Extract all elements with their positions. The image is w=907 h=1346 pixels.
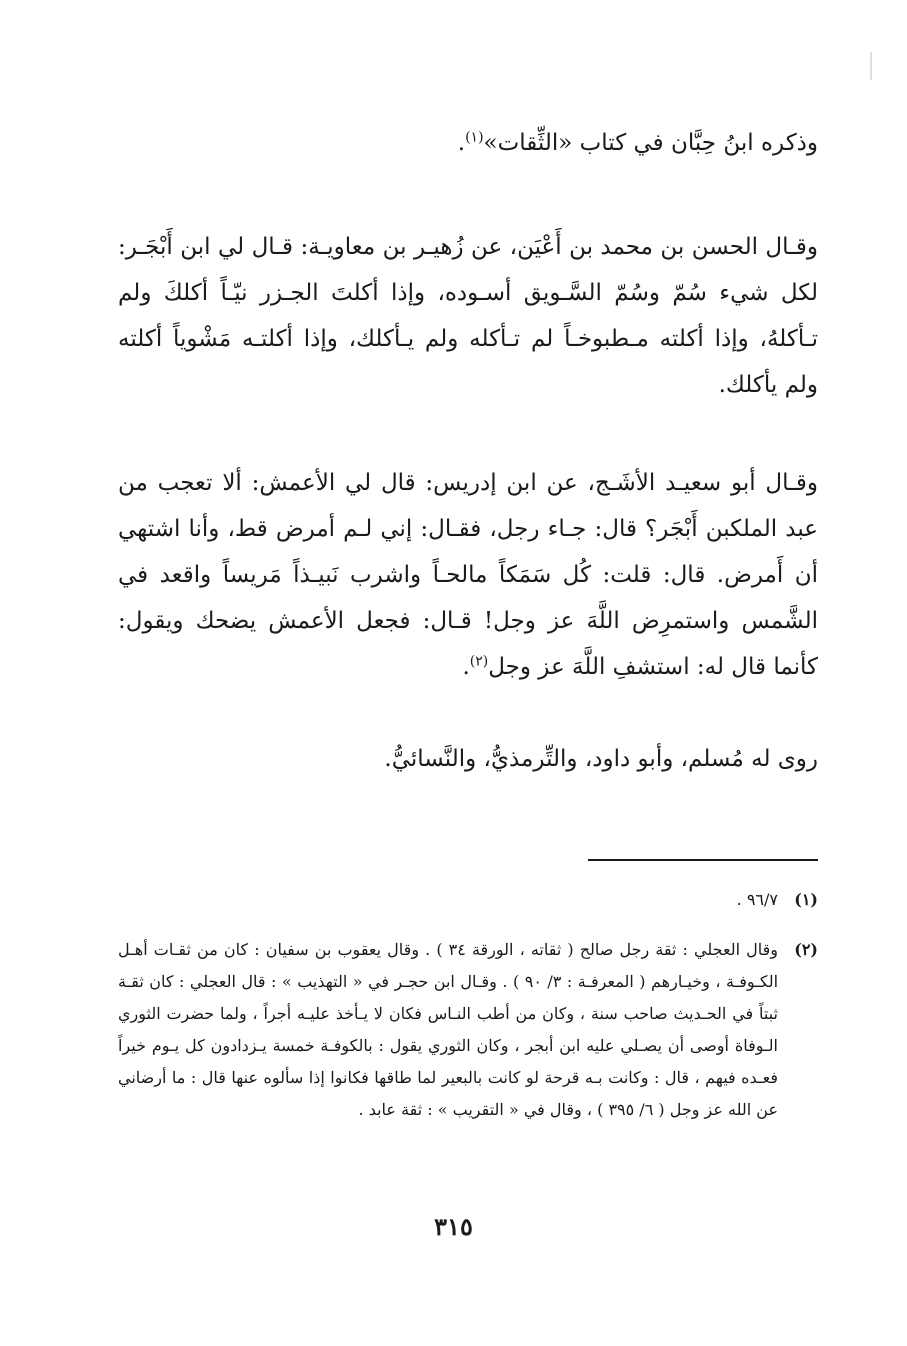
footnote-text: وقال العجلي : ثقة رجل صالح ( ثقاته ، الورقة ٣٤ ) . وقال يعقوب بن سفيان : كان من ثقـات أهـل الكـوفـة ، وخيـارهم ( المعرفـة : ٣/ ٩٠ ) . وقـال ابن حجـر في « التهذيب » : قال العجلي : كان ثقـة ثبتاً في الحـديث صاحب سنة ، وكان من أطب النـاس فكان لا يـأخذ عليـه أجراً ، ولما حضرت الثوري الـوفاة أوصى أن يصـلي عليه ابن أبجر ، وكان الثوري يقول : بالكوفـة خمسة يـزدادون كل يـوم خيراً فعـده فيهم ، قال : وكانت بـه قرحة لو كانت بالبعير لما طاقها فكانوا إذا سألوه عنها قال : ما أرضاني عن الله عز وجل ( ٦/ ٣٩٥ ) ، وقال في « التقريب » : ثقة عابد . xyxy=(118,940,779,1119)
paragraph-text: روى له مُسلم، وأبو داود، والتِّرمذيُّ، والنَّسائيُّ. xyxy=(384,746,818,772)
paragraph-tail: . xyxy=(462,654,470,680)
footnote-1 xyxy=(118,884,818,916)
footnote-ref-1: (١) xyxy=(465,129,484,146)
paragraph-tail: . xyxy=(457,130,466,156)
paragraph-abu-said-al-ashajj xyxy=(118,460,818,690)
footnote-2 xyxy=(118,934,818,1126)
paragraph-hasan-bin-muhammad xyxy=(118,224,818,408)
paragraph-narrators xyxy=(118,736,818,782)
footnote-text: ٩٦/٧ . xyxy=(736,890,778,909)
paragraph-text: وذكره ابنُ حِبَّان في كتاب «الثِّقات» xyxy=(483,130,818,156)
paragraph-text: وقـال أبو سعيـد الأشَـج، عن ابن إدريس: قال لي الأعمش: ألا تعجب من عبد الملكبن أَبْجَر؟ قال: جـاء رجل، فقـال: إني لـم أمرض قط، وأنا اشتهي أن أَمرض. قال: قلت: كُل سَمَكاً مالحـاً واشرب نَبيـذاً مَريساً واقعد في الشَّمس واستمرِض اللَّهَ عز وجل! قـال: فجعل الأعمش يضحك ويقول: كأنما قال له: استشفِ اللَّهَ عز وجل xyxy=(118,470,818,680)
page-number: ٣١٥ xyxy=(434,1212,473,1241)
footnote-marker: (٢) xyxy=(794,940,818,959)
footnote-ref-2: (٢) xyxy=(469,653,489,670)
paragraph-text: وقـال الحسن بن محمد بن أَعْيَن، عن زُهيـر بن معاويـة: قـال لي ابن أَبْجَـر: لكل شيء سُمّ وسُمّ السَّـويق أسـوده، وإذا أكلتَ الجـزر نيّـاً أكلكَ ولم تـأكلهُ، وإذا أكلته مـطبوخـاً لم تـأكله ولم يـأكلك، وإذا أكلتـه مَشْوياً أكلته ولم يأكلك. xyxy=(118,234,818,398)
paragraph-ibn-hibban xyxy=(118,120,818,166)
footnote-marker: (١) xyxy=(794,890,818,909)
footnote-divider xyxy=(588,859,818,861)
scan-speck xyxy=(870,52,872,80)
